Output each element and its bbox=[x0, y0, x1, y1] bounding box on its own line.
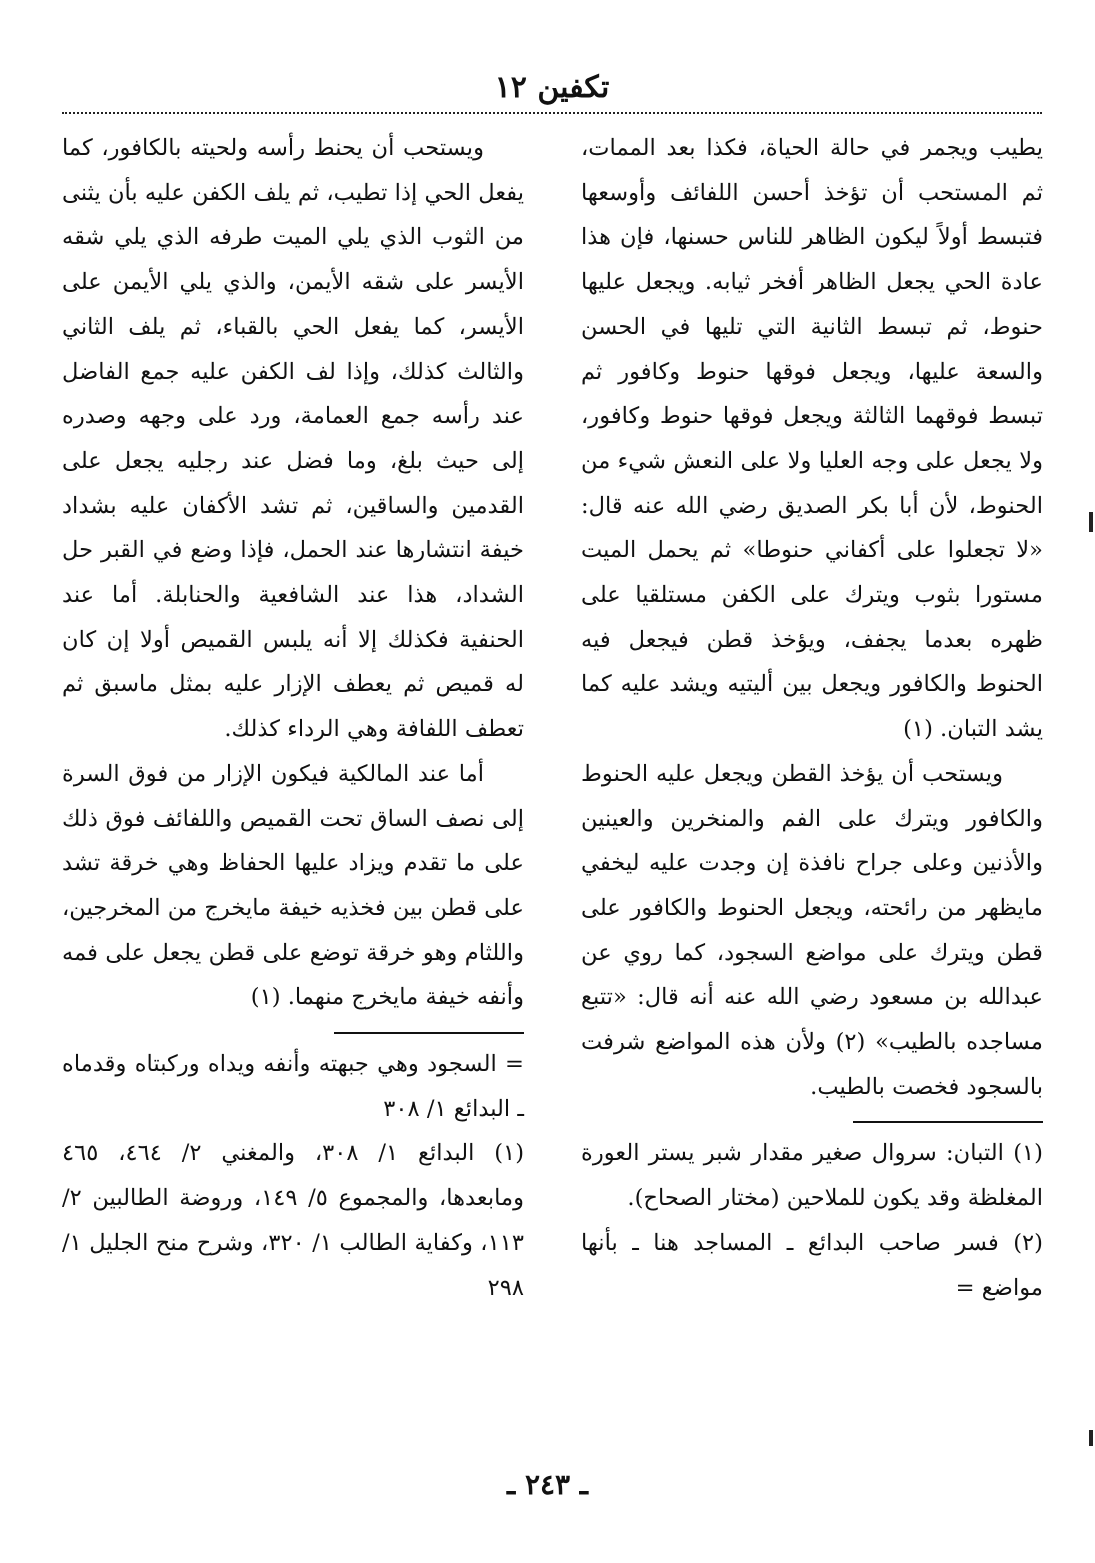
left-footnote-2: (١) البدائع ١/ ٣٠٨، والمغني ٢/ ٤٦٤، ٤٦٥ ومابعدها، والمجموع ٥/ ١٤٩، وروضة الطالبين ٢/ ١١٣، وكفاية الطالب ١/ ٣٢٠، وشرح منح الجليل ١/ ٢٩٨ bbox=[62, 1140, 525, 1301]
right-footnote-2: (٢) فسر صاحب البدائع ـ المساجد هنا ـ بأنها مواضع = bbox=[581, 1229, 1043, 1301]
page-number: ـ ٢٤٣ ـ bbox=[506, 1468, 589, 1501]
header-dotted-rule bbox=[62, 112, 1042, 114]
right-paragraph-1: يطيب ويجمر في حالة الحياة، فكذا بعد الممات، ثم المستحب أن تؤخذ أحسن اللفائف وأوسعها فتبسط أولاً ليكون الظاهر للناس حسنها، فإن هذا عادة الحي يجعل الظاهر أفخر ثيابه. ويجعل عليها حنوط، ثم تبسط الثانية التي تليها في الحسن والسعة عليها، ويجعل فوقها حنوط وكافور ثم تبسط فوقهما الثالثة ويجعل فوقها حنوط وكافور، ولا يجعل على وجه العليا ولا على النعش شيء من الحنوط، لأن أبا بكر الصديق رضي الله عنه قال: «لا تجعلوا على أكفاني حنوطا» ثم يحمل الميت مستورا بثوب ويترك على الكفن مستلقيا على ظهره بعدما يجفف، ويؤخذ قطن فيجعل فيه الحنوط والكافور ويجعل بين أليتيه ويشد عليه كما يشد التبان. (١) bbox=[581, 135, 1043, 743]
running-header bbox=[62, 70, 1042, 106]
right-column bbox=[581, 126, 1043, 1310]
right-footnotes bbox=[581, 1131, 1043, 1310]
left-paragraph-2: أما عند المالكية فيكون الإزار من فوق السرة إلى نصف الساق تحت القميص واللفائف فوق ذلك على ما تقدم ويزاد عليها الحفاظ وهي خرقة تشد على قطن بين فخذيه خيفة مايخرج من المخرجين، واللثام وهو خرقة توضع على قطن يجعل على فمه وأنفه خيفة مايخرج منهما. (١) bbox=[62, 760, 524, 1011]
left-paragraph-1: ويستحب أن يحنط رأسه ولحيته بالكافور، كما يفعل الحي إذا تطيب، ثم يلف الكفن عليه بأن يثنى من الثوب الذي يلي الميت طرفه الذي يلي شقه الأيسر على شقه الأيمن، والذي يلي الأيمن على الأيسر، كما يفعل الحي بالقباء، ثم يلف الثاني والثالث كذلك، وإذا لف الكفن عليه جمع الفاضل عند رأسه جمع العمامة، ورد على وجهه وصدره إلى حيث بلغ، وما فضل عند رجليه يجعل على القدمين والساقين، ثم تشد الأكفان عليه بشداد خيفة انتشارها عند الحمل، فإذا وضع في القبر حل الشداد، هذا عند الشافعية والحنابلة. أما عند الحنفية فكذلك إلا أنه يلبس القميص أولا إن كان له قميص ثم يعطف الإزار عليه بمثل ماسبق ثم تعطف اللفافة وهي الرداء كذلك. bbox=[62, 135, 524, 743]
left-footnote-1: = السجود وهي جبهته وأنفه ويداه وركبتاه وقدماه ـ البدائع ١/ ٣٠٨ bbox=[62, 1051, 524, 1122]
left-footnotes bbox=[62, 1042, 524, 1310]
right-footnote-rule bbox=[853, 1121, 1043, 1123]
scan-edge-mark bbox=[1089, 1430, 1093, 1446]
right-footnote-1: (١) التبان: سروال صغير مقدار شبر يستر العورة المغلظة وقد يكون للملاحين (مختار الصحاح). bbox=[581, 1140, 1043, 1212]
right-paragraph-2: ويستحب أن يؤخذ القطن ويجعل عليه الحنوط والكافور ويترك على الفم والمنخرين والعينين والأذنين وعلى جراح نافذة إن وجدت عليه ليخفي مايظهر من رائحته، ويجعل الحنوط والكافور على قطن ويترك على مواضع السجود، كما روي عن عبدالله بن مسعود رضي الله عنه أنه قال: «تتبع مساجده بالطيب» (٢) ولأن هذه المواضع شرفت بالسجود فخصت بالطيب. bbox=[581, 760, 1043, 1100]
left-footnote-rule bbox=[334, 1032, 524, 1034]
page-header-title: تكفين ١٢ bbox=[494, 70, 610, 105]
scan-edge-mark bbox=[1089, 512, 1093, 532]
left-column bbox=[62, 126, 524, 1310]
